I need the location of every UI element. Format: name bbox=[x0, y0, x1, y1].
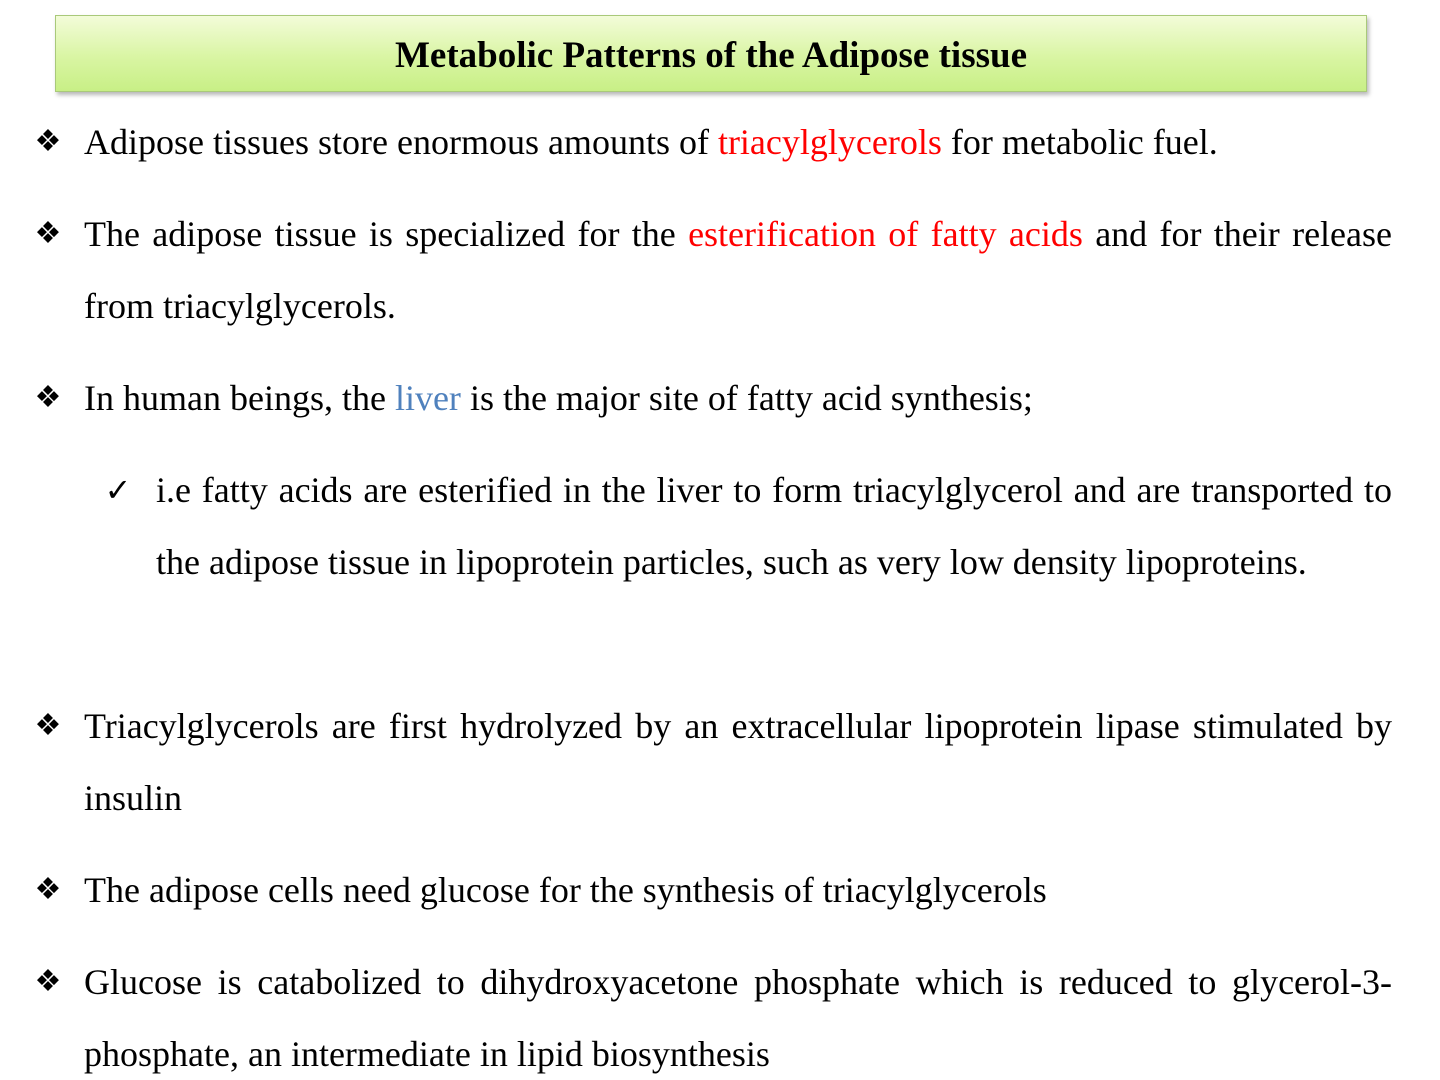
bullet-item bbox=[84, 106, 1392, 178]
check-mark-icon: ✓ bbox=[104, 472, 132, 508]
bullet-item: Glucose is catabolized to dihydroxyacetone phosphate which is reduced to glycerol-3-phosphate, an intermediate in lipid biosynthesis bbox=[84, 962, 1392, 1074]
four-diamond-icon: ❖ bbox=[34, 709, 62, 742]
bullet-item: Triacylglycerols are first hydrolyzed by an extracellular lipoprotein lipase stimulated by insulin bbox=[84, 706, 1392, 818]
page-title: Metabolic Patterns of the Adipose tissue bbox=[394, 35, 1028, 76]
four-diamond-icon: ❖ bbox=[34, 381, 62, 414]
bullet-text: for metabolic fuel. bbox=[941, 122, 1218, 162]
bullet-text: Adipose tissues store enormous amounts of bbox=[84, 122, 718, 162]
bullet-text: and for their release from triacylglycerols. bbox=[84, 214, 1392, 326]
four-diamond-icon: ❖ bbox=[34, 873, 62, 906]
title-banner bbox=[55, 15, 1367, 92]
bullet-item bbox=[84, 198, 1392, 342]
bullet-text: In human beings, the bbox=[84, 378, 395, 418]
four-diamond-icon: ❖ bbox=[34, 965, 62, 998]
highlight-text: esterification of fatty acids bbox=[688, 214, 1083, 254]
sub-bullet-item: i.e fatty acids are esterified in the liver to form triacylglycerol and are transported to the adipose tissue in lipoprotein particles, such as very low density lipoproteins. bbox=[156, 470, 1392, 582]
four-diamond-icon: ❖ bbox=[34, 125, 62, 158]
four-diamond-icon: ❖ bbox=[34, 217, 62, 250]
highlight-text: liver bbox=[394, 378, 461, 418]
bullet-item bbox=[84, 362, 1392, 434]
bullet-item: The adipose cells need glucose for the synthesis of triacylglycerols bbox=[84, 870, 1047, 910]
highlight-text: triacylglycerols bbox=[717, 122, 942, 162]
bullet-text: is the major site of fatty acid synthesis; bbox=[460, 378, 1033, 418]
bullet-text: The adipose tissue is specialized for the bbox=[84, 214, 689, 254]
